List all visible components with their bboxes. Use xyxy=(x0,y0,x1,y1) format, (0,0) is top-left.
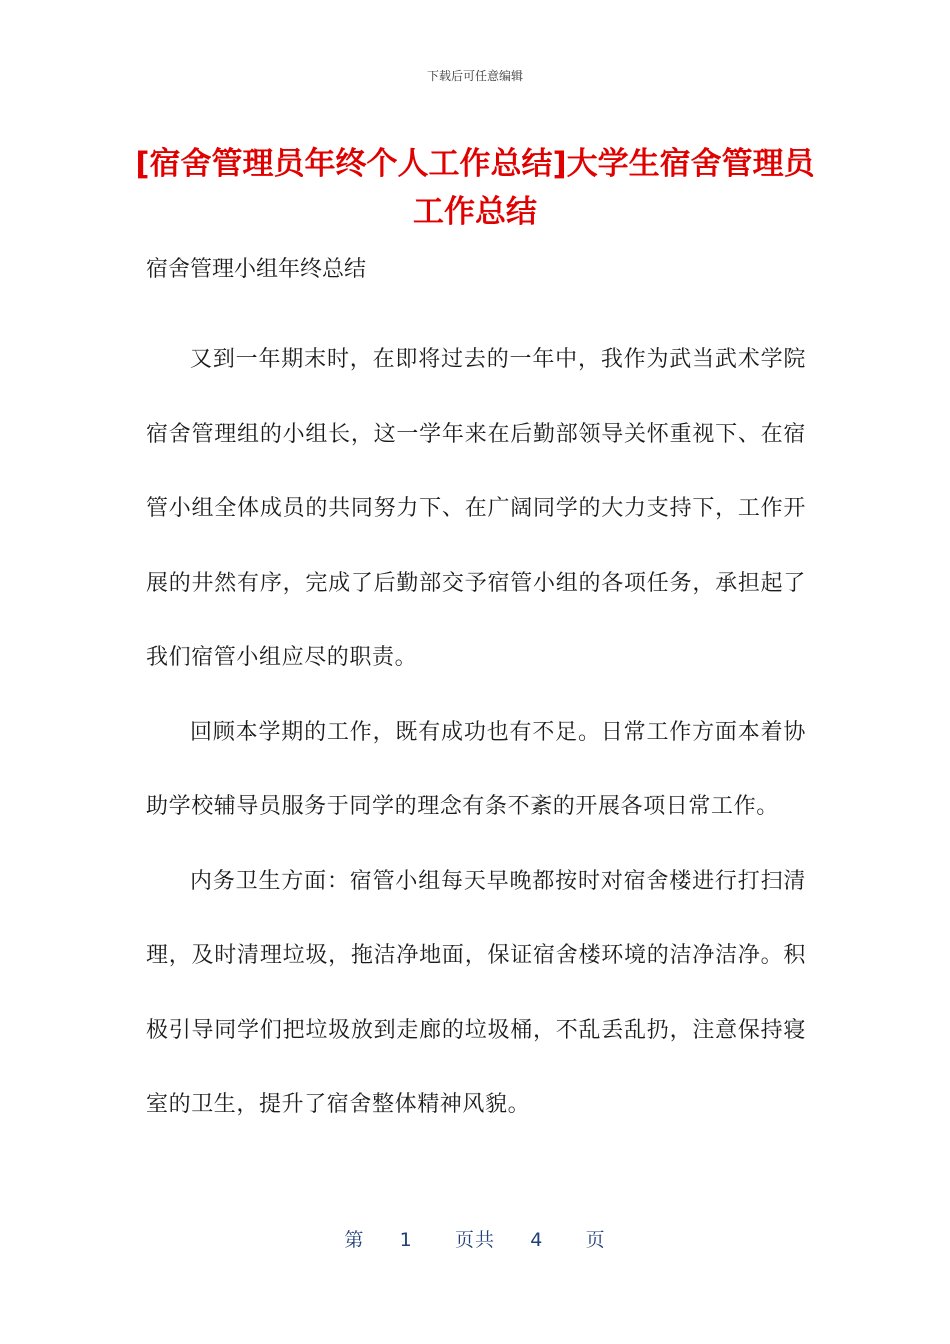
page-footer xyxy=(0,1225,950,1252)
document-body xyxy=(146,323,806,1143)
paragraph-2: 回顾本学期的工作，既有成功也有不足。日常工作方面本着协助学校辅导员服务于同学的理念有条不紊的开展各项日常工作。 xyxy=(146,719,806,819)
subheading: 宿舍管理小组年终总结 xyxy=(146,257,367,282)
footer-prefix: 第 xyxy=(344,1229,365,1251)
footer-page-number: 1 xyxy=(399,1229,413,1251)
document-title: [宿舍管理员年终个人工作总结]大学生宿舍管理员工作总结 xyxy=(135,146,815,230)
paragraph-1: 又到一年期末时，在即将过去的一年中，我作为武当武术学院宿舍管理组的小组长，这一学年来在后勤部领导关怀重视下、在宿管小组全体成员的共同努力下、在广阔同学的大力支持下，工作开展的井然有序，完成了后勤部交予宿管小组的各项任务，承担起了我们宿管小组应尽的职责。 xyxy=(146,347,806,670)
footer-suffix: 页 xyxy=(585,1229,606,1251)
footer-middle: 页共 xyxy=(454,1229,495,1251)
footer-total-pages: 4 xyxy=(530,1229,544,1251)
paragraph-3: 内务卫生方面：宿管小组每天早晚都按时对宿舍楼进行打扫清理，及时清理垃圾，拖洁净地面，保证宿舍楼环境的洁净洁净。积极引导同学们把垃圾放到走廊的垃圾桶，不乱丢乱扔，注意保持寝室的卫生，提升了宿舍整体精神风貌。 xyxy=(146,868,806,1117)
header-note: 下载后可任意编辑 xyxy=(426,69,523,83)
